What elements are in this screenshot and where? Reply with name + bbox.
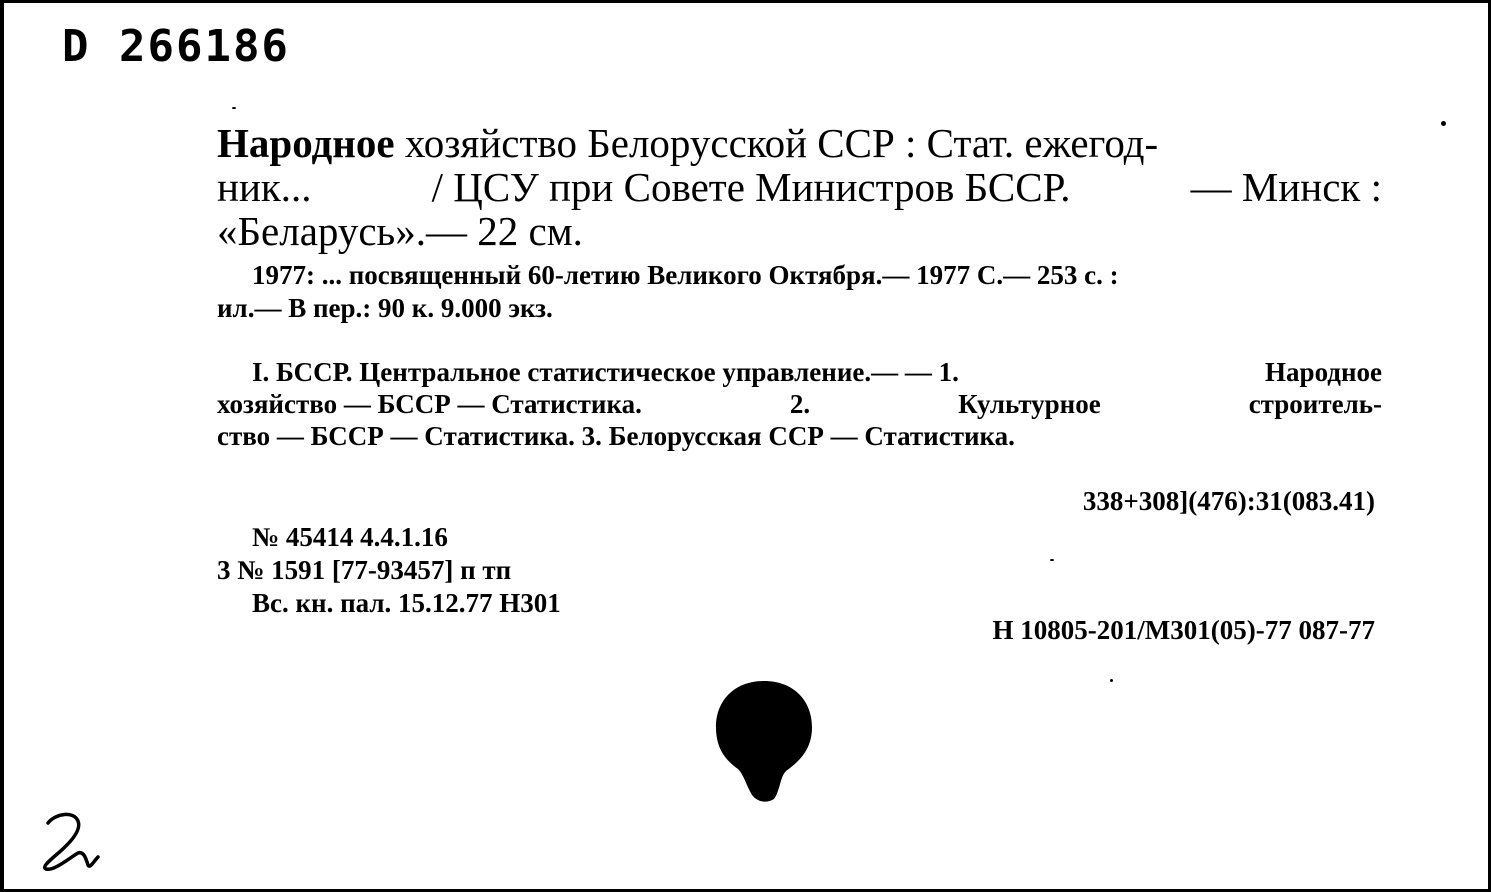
paper-speck: [1110, 679, 1113, 682]
handwritten-mark: [34, 809, 114, 875]
tracing-line-3: ство — БССР — Статистика. 3. Белорусская ССР — Статистика.: [217, 421, 1015, 451]
volume-line-1: 1977: ... посвященный 60-летию Великого Октября.— 1977 С.— 253 с. :: [252, 260, 1119, 290]
tracing-line-1-b: Народное: [1265, 357, 1382, 387]
tracing-line-2: [217, 388, 1382, 420]
registration-line-3: Вс. кн. пал. 15.12.77 Н301: [252, 588, 561, 618]
tracing-line-1: [217, 356, 1382, 388]
registration-line-1: № 45414 4.4.1.16: [252, 522, 448, 552]
paper-speck: [232, 107, 236, 109]
paper-speck: [1050, 559, 1054, 561]
registration-block: [217, 521, 561, 620]
title-publisher: «Беларусь».— 22 см.: [217, 208, 583, 254]
subject-tracings: [217, 356, 1382, 452]
volume-description: [217, 259, 1382, 325]
udc-classification: 338+308](476):31(083.41): [1082, 486, 1375, 516]
title-statement: [217, 121, 1382, 253]
title-rest: хозяйство Белорусской ССР : Стат. ежегод-: [404, 120, 1159, 166]
title-line-1: [217, 121, 1382, 165]
registration-line-2: 3 № 1591 [77-93457] п тп: [217, 555, 512, 585]
tracing-line-2-d: строитель-: [1248, 389, 1382, 419]
paper-speck: [1441, 121, 1446, 126]
tracing-line-2-c: Культурное: [958, 389, 1101, 419]
title-line-2-part-a: ник...: [217, 164, 312, 210]
tracing-line-1-a: I. БССР. Центральное статистическое управление.— — 1.: [252, 357, 959, 387]
volume-line-2: ил.— В пер.: 90 к. 9.000 экз.: [217, 293, 553, 323]
title-main-word: Народное: [217, 120, 395, 166]
title-line-2: [217, 165, 1382, 209]
title-responsibility: / ЦСУ при Совете Министров БССР.: [431, 164, 1071, 210]
card-id: D 266186: [62, 21, 290, 72]
punch-hole: [714, 679, 814, 803]
publisher-code: Н 10805-201/М301(05)-77 087-77: [992, 615, 1375, 645]
title-place: — Минск :: [1190, 164, 1382, 210]
tracing-line-2-b: 2.: [789, 389, 811, 419]
tracing-line-2-a: хозяйство — БССР — Статистика.: [217, 389, 642, 419]
